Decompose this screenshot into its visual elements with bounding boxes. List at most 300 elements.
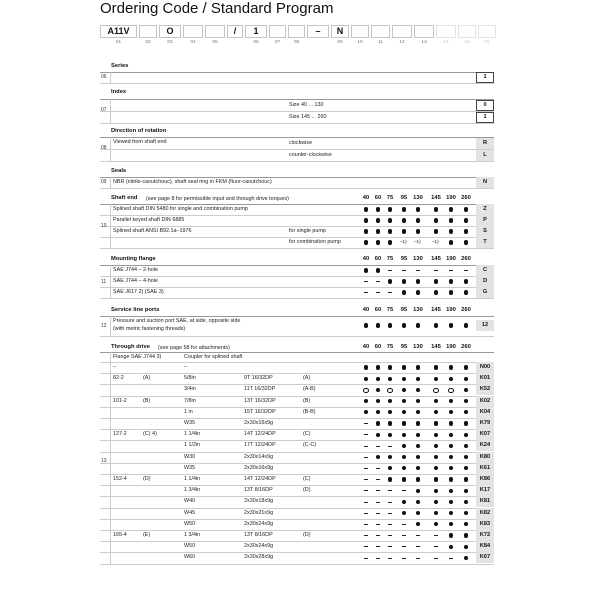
availability-dot [434, 489, 438, 493]
ordering-code-box: N [331, 25, 349, 38]
availability-dot [449, 410, 453, 414]
not-available-dash [376, 490, 380, 491]
availability-dot [464, 500, 468, 504]
availability-dot [416, 323, 420, 327]
code-cell: K24 [476, 440, 494, 451]
rule-line [100, 99, 494, 100]
rule-line [110, 265, 111, 298]
code-cell: L [476, 150, 494, 161]
rule-line [100, 316, 494, 317]
not-available-dash [402, 535, 406, 536]
rule-line [100, 564, 494, 565]
column-header-flange: Flange SAE J744 3) [113, 354, 162, 360]
not-available-dash [388, 558, 392, 559]
not-available-dash [364, 524, 368, 525]
not-available-dash [402, 558, 406, 559]
limited-availability-ring [363, 388, 369, 394]
coupler-size: – [184, 364, 187, 370]
availability-dot [416, 455, 420, 459]
shaft-sub-option: for single pump [289, 228, 326, 234]
rule-line [100, 248, 494, 249]
availability-dot [449, 323, 453, 327]
coupler-spline: 14T 12/24DP [244, 431, 276, 438]
coupler-size: W30 [184, 453, 196, 460]
not-available-dash [364, 281, 368, 282]
coupler-spline: 2x30x14x9g [244, 453, 274, 460]
availability-dot [449, 545, 453, 549]
coupler-type: (D) [303, 487, 311, 494]
coupler-size: 3/4in [184, 386, 196, 393]
coupler-spline: 13T 16/32DP [244, 397, 276, 404]
ordering-code-position: 03 [167, 40, 173, 45]
availability-dot [464, 477, 468, 481]
size-column-header: 75 [386, 195, 394, 201]
rule-line [100, 552, 494, 553]
code-cell: K79 [476, 418, 494, 429]
availability-dot [464, 218, 468, 222]
code-cell: K83 [476, 519, 494, 530]
availability-dot [464, 466, 468, 470]
flange-type: (C) 4) [143, 431, 157, 438]
not-available-dash [376, 292, 380, 293]
rule-line [100, 452, 494, 453]
availability-dot [449, 511, 453, 515]
rule-line [100, 161, 494, 162]
not-available-dash [388, 490, 392, 491]
coupler-size: 1 3/4in [184, 487, 201, 494]
availability-dot [388, 421, 392, 425]
coupler-spline: 2x30x16x9g [244, 420, 274, 426]
not-available-dash [364, 535, 368, 536]
availability-dot [376, 455, 380, 459]
availability-dot [364, 377, 368, 381]
availability-note: –1) [414, 239, 421, 244]
availability-dot [434, 511, 438, 515]
size-column-header: 190 [446, 195, 456, 201]
size-column-header: 40 [362, 307, 370, 313]
ordering-code-position: 08 [293, 40, 300, 45]
not-available-dash [449, 558, 453, 559]
availability-dot [464, 556, 468, 560]
availability-dot [464, 410, 468, 414]
availability-dot [402, 399, 406, 403]
code-cell: P [476, 215, 494, 226]
availability-dot [402, 466, 406, 470]
availability-dot [434, 466, 438, 470]
availability-dot [402, 477, 406, 481]
not-available-dash [416, 546, 420, 547]
availability-dot [376, 268, 380, 272]
availability-dot [364, 240, 368, 244]
flange-size: 152-4 [113, 476, 127, 482]
section-title-through-drive: Through drive [111, 344, 150, 350]
availability-dot [388, 433, 392, 437]
size-column-header: 60 [374, 307, 382, 313]
ordering-code-box: A11V [100, 25, 137, 38]
coupler-spline: 2x30x21x9g [244, 509, 274, 516]
not-available-dash [376, 281, 380, 282]
availability-dot [402, 290, 406, 294]
availability-dot [402, 455, 406, 459]
not-available-dash [416, 558, 420, 559]
availability-dot [402, 229, 406, 233]
size-column-header: 40 [362, 195, 370, 201]
ordering-code-box [205, 25, 225, 38]
availability-dot [434, 365, 438, 369]
section-note: (see page 58 for attachments) [158, 344, 230, 351]
rule-line [110, 72, 111, 83]
not-available-dash [376, 524, 380, 525]
code-cell: Z [476, 204, 494, 215]
position-number: 09 [101, 179, 107, 185]
availability-dot [464, 240, 468, 244]
ordering-code-box: 1 [245, 25, 267, 38]
code-cell: K61 [476, 463, 494, 474]
size-column-header: 75 [386, 256, 394, 262]
availability-dot [388, 279, 392, 283]
rule-line [100, 519, 494, 520]
not-available-dash [402, 546, 406, 547]
size-column-header: 190 [446, 344, 456, 350]
availability-dot [449, 377, 453, 381]
availability-dot [449, 489, 453, 493]
availability-dot [434, 323, 438, 327]
code-cell: 1 [476, 72, 494, 83]
index-option: Size 40 ... 130 [289, 101, 324, 108]
availability-dot [364, 268, 368, 272]
availability-dot [388, 365, 392, 369]
index-option: Size 145 ... 260 [289, 113, 327, 120]
ordering-code-box [392, 25, 412, 38]
ordering-code-box [269, 25, 286, 38]
availability-dot [402, 207, 406, 211]
ordering-code-position: 10 [357, 40, 363, 45]
availability-dot [434, 455, 438, 459]
availability-dot [449, 455, 453, 459]
rotation-description: Viewed from shaft end [113, 139, 167, 145]
availability-dot [416, 444, 420, 448]
availability-dot [416, 511, 420, 515]
availability-dot [464, 290, 468, 294]
availability-dot [388, 323, 392, 327]
availability-dot [449, 421, 453, 425]
rule-line [100, 384, 494, 385]
rule-line [100, 352, 494, 353]
coupler-type: (C) [303, 476, 311, 482]
availability-dot [388, 466, 392, 470]
availability-dot [449, 279, 453, 283]
size-column-header: 145 [431, 256, 441, 262]
rule-line [100, 177, 494, 178]
availability-dot [449, 477, 453, 481]
availability-dot [449, 365, 453, 369]
code-cell: K80 [476, 452, 494, 463]
availability-dot [402, 279, 406, 283]
size-column-header: 145 [431, 195, 441, 201]
not-available-dash [364, 513, 368, 514]
coupler-spline: 11T 16/32DP [244, 386, 276, 393]
ordering-code-box [371, 25, 390, 38]
ordering-code-position: 15 [464, 40, 470, 45]
availability-dot [376, 399, 380, 403]
column-header-coupler: Coupler for splined shaft [184, 354, 243, 360]
code-cell: K72 [476, 530, 494, 541]
availability-dot [416, 388, 420, 392]
not-available-dash [364, 292, 368, 293]
ordering-code-position: 04 [190, 40, 196, 45]
rule-line [100, 496, 494, 497]
not-available-dash [388, 270, 392, 271]
size-column-header: 95 [400, 256, 408, 262]
coupler-size: W45 [184, 509, 196, 516]
position-number: 11 [101, 279, 107, 285]
availability-dot [434, 500, 438, 504]
availability-dot [388, 377, 392, 381]
section-title-rotation: Direction of rotation [111, 128, 167, 134]
rule-line [110, 99, 111, 123]
ordering-code-position: 01 [115, 40, 122, 45]
not-available-dash [402, 490, 406, 491]
ordering-code-box: / [227, 25, 243, 38]
coupler-type: (A) [303, 375, 311, 382]
flange-size: 127-2 [113, 431, 127, 438]
rule-line [100, 83, 494, 84]
coupler-spline: 2x30x16x9g [244, 464, 274, 471]
availability-note: –1) [432, 239, 439, 244]
availability-dot [449, 218, 453, 222]
availability-dot [402, 377, 406, 381]
not-available-dash [364, 446, 368, 447]
coupler-size: W50 [184, 543, 196, 550]
flange-size: 101-2 [113, 397, 127, 404]
size-column-header: 130 [413, 256, 423, 262]
not-available-dash [434, 270, 438, 271]
availability-dot [376, 410, 380, 414]
size-column-header: 75 [386, 307, 394, 313]
availability-dot [402, 365, 406, 369]
availability-dot [464, 433, 468, 437]
rule-line [100, 123, 494, 124]
availability-dot [464, 377, 468, 381]
coupler-size: 7/8in [184, 397, 196, 404]
not-available-dash [364, 502, 368, 503]
not-available-dash [376, 479, 380, 480]
flange-type: (D) [143, 476, 151, 482]
availability-dot [376, 323, 380, 327]
mounting-option: SAE J744 – 2-hole [113, 267, 158, 273]
availability-dot [464, 511, 468, 515]
coupler-type: (B) [303, 397, 311, 404]
coupler-size: 1 1/2in [184, 442, 201, 449]
code-cell: K01 [476, 373, 494, 384]
coupler-spline: 2x30x24x9g [244, 520, 274, 527]
flange-size: 165-4 [113, 532, 127, 538]
availability-dot [464, 388, 468, 392]
code-cell: 1 [476, 112, 494, 123]
not-available-dash [449, 270, 453, 271]
code-cell: N00 [476, 362, 494, 373]
coupler-spline: 13T 8/16DP [244, 532, 273, 538]
rule-line [100, 418, 494, 419]
availability-dot [402, 421, 406, 425]
availability-dot [434, 229, 438, 233]
flange-size: – [113, 364, 116, 370]
availability-dot [464, 455, 468, 459]
ordering-code-position: 11 [378, 40, 383, 45]
availability-dot [464, 279, 468, 283]
code-cell: 12 [476, 320, 494, 331]
availability-dot [464, 365, 468, 369]
size-column-header: 95 [400, 195, 408, 201]
availability-dot [464, 207, 468, 211]
availability-dot [416, 377, 420, 381]
coupler-size: W35 [184, 420, 196, 426]
coupler-type: (D) [303, 532, 311, 538]
limited-availability-ring [448, 388, 454, 394]
availability-dot [416, 365, 420, 369]
availability-dot [449, 229, 453, 233]
code-cell: R [476, 138, 494, 149]
availability-dot [402, 433, 406, 437]
coupler-size: 1 1/4in [184, 476, 201, 482]
availability-dot [434, 207, 438, 211]
availability-dot [376, 218, 380, 222]
section-title-series: Series [111, 63, 129, 69]
availability-dot [449, 466, 453, 470]
availability-dot [434, 279, 438, 283]
availability-dot [364, 207, 368, 211]
rule-line [100, 508, 494, 509]
availability-dot [376, 421, 380, 425]
coupler-spline: 2x30x24x9g [244, 543, 274, 550]
not-available-dash [376, 513, 380, 514]
seal-option: NBR (nitrile-caoutchouc), shaft seal ring in FKM (fluor-caoutchouc) [113, 179, 272, 185]
flange-type: (B) [143, 397, 151, 404]
availability-note: –1) [400, 239, 407, 244]
rule-line [100, 204, 494, 205]
position-number: 07 [101, 107, 107, 113]
code-cell: K17 [476, 485, 494, 496]
rule-line [100, 373, 494, 374]
coupler-spline: 9T 16/32DP [244, 375, 273, 382]
availability-dot [416, 489, 420, 493]
mounting-option: SAE J744 – 4-hole [113, 278, 158, 284]
rule-line [100, 265, 494, 266]
code-cell: K81 [476, 496, 494, 507]
availability-dot [434, 444, 438, 448]
size-column-header: 95 [400, 344, 408, 350]
code-cell: K84 [476, 541, 494, 552]
not-available-dash [402, 270, 406, 271]
rule-line [110, 352, 111, 564]
not-available-dash [376, 446, 380, 447]
rotation-option: counter-clockwise [289, 151, 332, 158]
availability-dot [416, 290, 420, 294]
not-available-dash [388, 513, 392, 514]
availability-dot [402, 410, 406, 414]
limited-availability-ring [387, 388, 393, 394]
not-available-dash [416, 535, 420, 536]
code-cell: K02 [476, 396, 494, 407]
position-number: 13 [101, 458, 107, 464]
availability-dot [376, 207, 380, 211]
page-title: Ordering Code / Standard Program [100, 0, 334, 17]
rule-line [100, 396, 494, 397]
not-available-dash [364, 479, 368, 480]
availability-dot [388, 240, 392, 244]
availability-dot [416, 218, 420, 222]
availability-dot [449, 290, 453, 294]
size-column-header: 40 [362, 256, 370, 262]
availability-dot [434, 477, 438, 481]
shaft-option: Splined shaft ANSI B92.1a–1976 [113, 228, 192, 234]
flange-size: 82-2 [113, 375, 124, 382]
availability-dot [416, 279, 420, 283]
ordering-code-box [288, 25, 305, 38]
availability-dot [402, 500, 406, 504]
rule-line [100, 485, 494, 486]
availability-dot [464, 545, 468, 549]
availability-dot [434, 522, 438, 526]
rule-line [100, 298, 494, 299]
ordering-code-position: 02 [145, 40, 151, 45]
size-column-header: 75 [386, 344, 394, 350]
rule-line [100, 463, 494, 464]
rule-line [100, 276, 494, 277]
coupler-size: W40 [184, 498, 196, 505]
not-available-dash [434, 558, 438, 559]
availability-dot [449, 399, 453, 403]
rule-line [100, 541, 494, 542]
code-cell: N [476, 177, 494, 188]
availability-dot [364, 218, 368, 222]
limited-availability-ring [433, 388, 439, 394]
size-column-header: 190 [446, 307, 456, 313]
availability-dot [416, 421, 420, 425]
availability-dot [364, 229, 368, 233]
coupler-size: 1 1/4in [184, 431, 201, 438]
availability-dot [416, 399, 420, 403]
availability-dot [434, 290, 438, 294]
ordering-code-position: 16 [484, 40, 490, 45]
not-available-dash [364, 423, 368, 424]
availability-dot [402, 323, 406, 327]
availability-dot [388, 218, 392, 222]
coupler-type: (A-B) [303, 386, 316, 393]
code-cell: T [476, 237, 494, 248]
size-column-header: 60 [374, 344, 382, 350]
availability-dot [464, 421, 468, 425]
code-cell: D [476, 276, 494, 287]
not-available-dash [364, 468, 368, 469]
rule-line [100, 407, 494, 408]
not-available-dash [388, 446, 392, 447]
rule-line [100, 429, 494, 430]
size-column-header: 190 [446, 256, 456, 262]
position-number: 10 [101, 223, 107, 229]
rule-line [100, 287, 494, 288]
rule-line [100, 440, 494, 441]
availability-dot [376, 388, 380, 392]
shaft-sub-option: for combination pump [289, 239, 341, 245]
rule-line [100, 362, 494, 363]
not-available-dash [364, 434, 368, 435]
not-available-dash [376, 535, 380, 536]
availability-dot [416, 433, 420, 437]
coupler-size: 1 3/4in [184, 532, 201, 538]
availability-dot [388, 410, 392, 414]
availability-dot [376, 229, 380, 233]
